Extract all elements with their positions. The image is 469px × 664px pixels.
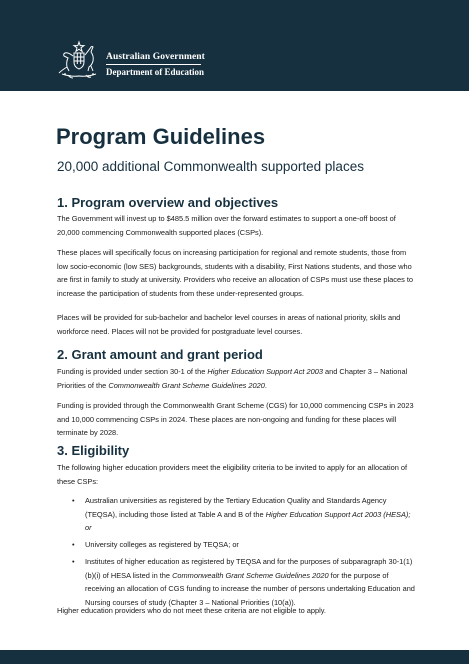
text-run: for the purpose of receiving an allocation of CGS funding to increase the number of persons undertaking Education and Nursing courses of study (Chapter 3 – National Priorities (10(a)).: [85, 570, 415, 607]
list-item: [57, 494, 417, 535]
text-run: Institutes of higher education as registered by TEQSA and for the purposes of subparagraph 30-1(1)(b)(i) of HESA listed in the: [85, 556, 413, 580]
paragraph: Higher education providers who do not meet these criteria are not eligible to apply.: [57, 606, 326, 615]
government-name: Australian Government: [106, 52, 205, 62]
paragraph: These places will specifically focus on increasing participation for regional and remote students, those from low socio-economic (low SES) backgrounds, students with a disability, First Nations students, and those who are first in family to study at university. Providers who receive an allocation of CSPs must use these places to increase the participation of students from these under-represented groups.: [57, 248, 414, 299]
list-item: [57, 538, 417, 552]
guidelines-reference: Commonwealth Grant Scheme Guidelines 2020: [172, 570, 329, 580]
eligibility-list: [57, 494, 417, 610]
bullet-icon: •: [72, 540, 75, 550]
footer-band: [0, 650, 469, 664]
act-reference: Higher Education Support Act 2003: [207, 367, 323, 376]
text-run: and Chapter 3 – National Priorities of the: [57, 367, 408, 390]
bullet-icon: •: [72, 496, 75, 505]
paragraph: Places will be provided for sub-bachelor and bachelor level courses in areas of national priority, skills and workforce need. Places will not be provided for postgraduate level courses.: [57, 313, 401, 336]
act-reference: Higher Education Support Act 2003 (HESA); or: [85, 509, 411, 533]
text-run: .: [264, 380, 267, 390]
section-heading-overview: 1. Program overview and objectives: [57, 195, 279, 210]
section-heading-eligibility: 3. Eligibility: [57, 443, 130, 458]
text-run: Funding is provided under section 30-1 of the: [57, 367, 208, 376]
list-item: [57, 555, 417, 610]
guidelines-reference: Commonwealth Grant Scheme Guidelines 2020: [108, 380, 265, 390]
header-divider: [106, 64, 201, 65]
header-banner: [0, 0, 469, 91]
section-heading-grant: 2. Grant amount and grant period: [57, 347, 263, 362]
coat-of-arms-icon: [56, 40, 102, 80]
paragraph: The Government will invest up to $485.5 million over the forward estimates to support a one-off boost of 20,000 commencing Commonwealth supported places (CSPs).: [57, 214, 396, 237]
bullet-icon: •: [72, 556, 75, 566]
paragraph: Funding is provided through the Commonwealth Grant Scheme (CGS) for 10,000 commencing CSPs in 2023 and 10,000 commencing CSPs in 2024. These places are non-ongoing and funding for these places will terminate by 2028.: [57, 401, 414, 438]
paragraph: The following higher education providers meet the eligibility criteria to be invited to apply for an allocation of these CSPs:: [57, 463, 408, 486]
page-subtitle: 20,000 additional Commonwealth supported places: [57, 159, 364, 174]
text-run: University colleges as registered by TEQSA; or: [85, 540, 239, 550]
department-name: Department of Education: [106, 67, 204, 77]
text-run: Australian universities as registered by the Tertiary Education Quality and Standards Agency (TEQSA), including those listed at Table A and B of the: [85, 496, 387, 519]
paragraph: [57, 365, 417, 392]
page-title: Program Guidelines: [56, 124, 266, 149]
